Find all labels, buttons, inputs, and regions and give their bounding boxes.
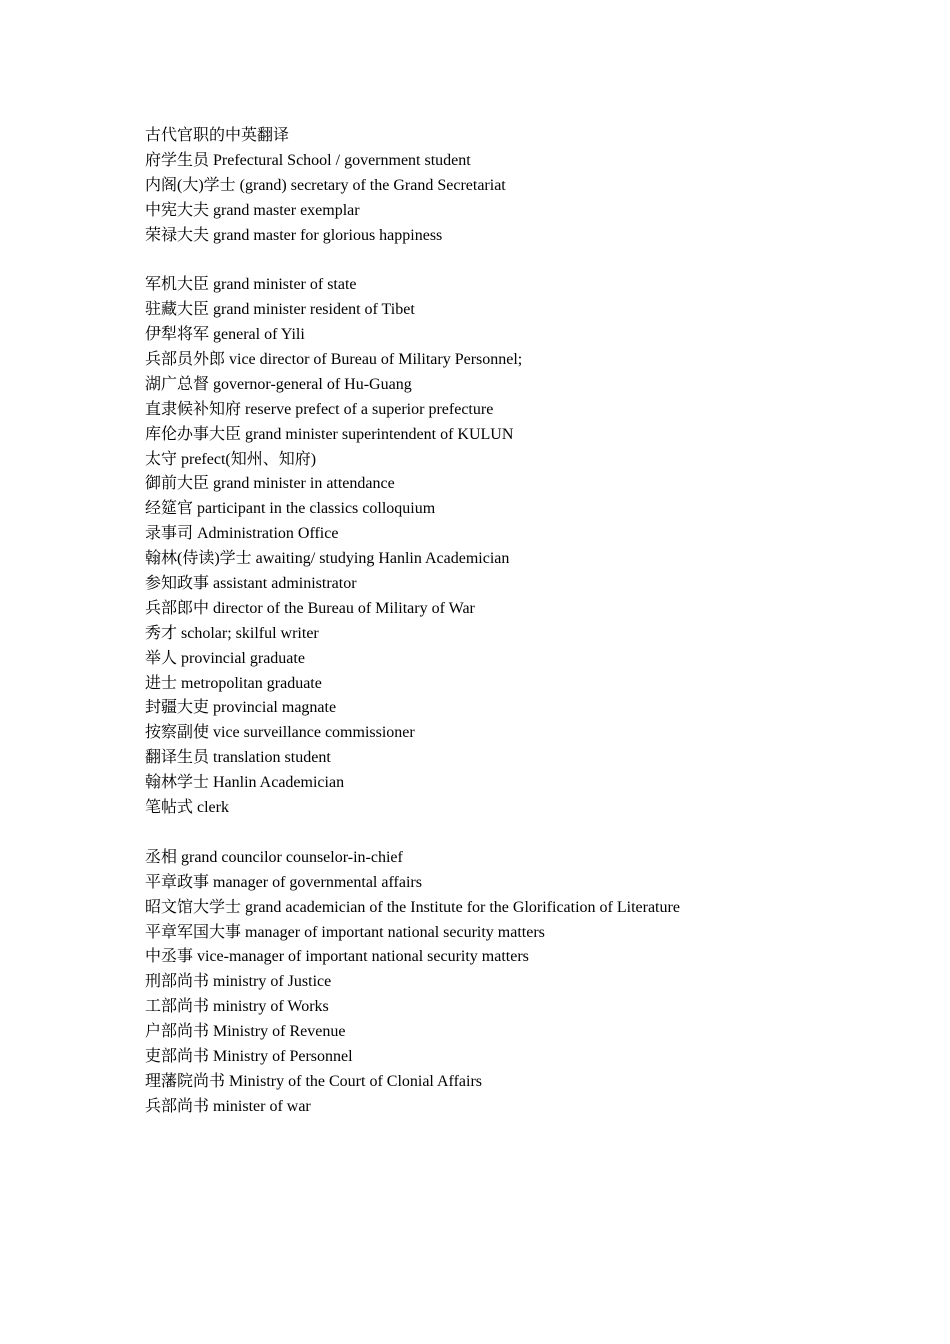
entry-line: 封疆大吏 provincial magnate — [145, 699, 337, 717]
entry-line: 直隶候补知府 reserve prefect of a superior prefecture — [145, 400, 494, 418]
entry-line: 按察副使 vice surveillance commissioner — [145, 724, 415, 742]
entry-line: 府学生员 Prefectural School / government student — [145, 151, 471, 169]
entry-line: 翻译生员 translation student — [145, 749, 331, 767]
entry-line: 太守 prefect(知州、知府) — [145, 450, 317, 468]
paragraph-gap — [145, 821, 905, 846]
entry-line: 进士 metropolitan graduate — [145, 674, 322, 692]
entry-line: 秀才 scholar; skilful writer — [145, 624, 319, 642]
entry-line: 吏部尚书 Ministry of Personnel — [145, 1047, 353, 1065]
entry-line: 工部尚书 ministry of Works — [145, 998, 329, 1016]
entry-line: 昭文馆大学士 grand academician of the Institute for the Glorification of Literature — [145, 898, 680, 916]
entry-line: 内阁(大)学士 (grand) secretary of the Grand Secretariat — [145, 176, 506, 194]
entry-line: 翰林学士 Hanlin Academician — [145, 774, 345, 792]
entry-line: 荣禄大夫 grand master for glorious happiness — [145, 226, 443, 244]
entry-line: 参知政事 assistant administrator — [145, 575, 357, 593]
entry-line: 军机大臣 grand minister of state — [145, 276, 357, 294]
entry-line: 中宪大夫 grand master exemplar — [145, 201, 360, 219]
entry-line: 平章军国大事 manager of important national security matters — [145, 923, 545, 941]
entry-line: 伊犁将军 general of Yili — [145, 326, 305, 344]
entry-line: 笔帖式 clerk — [145, 799, 229, 817]
entry-line: 御前大臣 grand minister in attendance — [145, 475, 395, 493]
entry-line: 刑部尚书 ministry of Justice — [145, 973, 332, 991]
entry-line: 户部尚书 Ministry of Revenue — [145, 1023, 346, 1041]
document-body — [145, 124, 905, 1120]
entry-line: 库伦办事大臣 grand minister superintendent of KULUN — [145, 425, 514, 443]
entry-line: 翰林(侍读)学士 awaiting/ studying Hanlin Academician — [145, 550, 510, 568]
entry-line: 兵部尚书 minister of war — [145, 1097, 311, 1115]
entry-line: 兵部郎中 director of the Bureau of Military of War — [145, 599, 475, 617]
entry-line: 经筵官 participant in the classics colloquium — [145, 500, 436, 518]
entry-line: 兵部员外郎 vice director of Bureau of Military Personnel; — [145, 351, 523, 369]
entry-line: 中丞事 vice-manager of important national security matters — [145, 948, 529, 966]
entry-line: 录事司 Administration Office — [145, 525, 339, 543]
paragraph-gap — [145, 248, 905, 273]
entry-line: 举人 provincial graduate — [145, 649, 305, 667]
entry-line: 平章政事 manager of governmental affairs — [145, 873, 422, 891]
entry-line: 湖广总督 governor-general of Hu-Guang — [145, 375, 412, 393]
document-title: 古代官职的中英翻译 — [145, 127, 290, 144]
entry-line: 驻藏大臣 grand minister resident of Tibet — [145, 301, 415, 319]
entry-line: 理藩院尚书 Ministry of the Court of Clonial Affairs — [145, 1072, 483, 1090]
entry-line: 丞相 grand councilor counselor-in-chief — [145, 848, 403, 866]
